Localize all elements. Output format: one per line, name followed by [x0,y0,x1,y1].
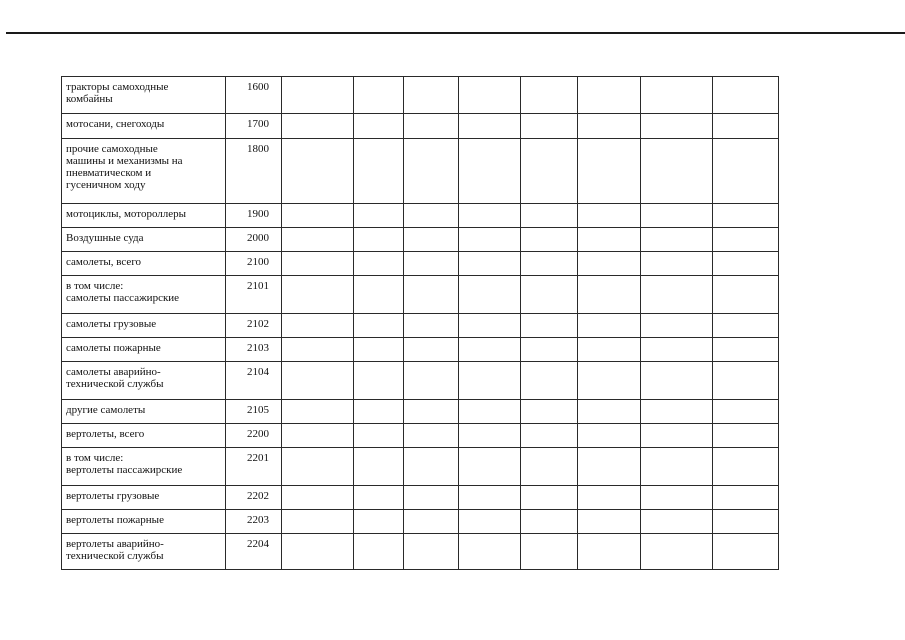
value-cell [521,448,578,486]
table-row [62,534,779,570]
row-name-cell: Воздушные суда [62,228,226,252]
value-cell [354,424,404,448]
value-cell [578,400,641,424]
value-cell [282,510,354,534]
table-row [62,77,779,114]
value-cell [282,448,354,486]
value-cell [578,252,641,276]
table-row [62,204,779,228]
value-cell [521,276,578,314]
value-cell [521,204,578,228]
value-cell [404,252,459,276]
value-cell [578,314,641,338]
value-cell [713,362,779,400]
value-cell [404,486,459,510]
value-cell [521,252,578,276]
value-cell [641,448,713,486]
value-cell [641,139,713,204]
value-cell [459,424,521,448]
value-cell [641,114,713,139]
value-cell [354,362,404,400]
value-cell [713,510,779,534]
value-cell [713,228,779,252]
value-cell [641,400,713,424]
value-cell [578,424,641,448]
row-code-cell: 2204 [226,534,282,570]
row-code-cell: 2105 [226,400,282,424]
value-cell [713,276,779,314]
row-name-cell: прочие самоходные машины и механизмы на пневматическом и гусеничном ходу [62,139,226,204]
row-name-cell: мотосани, снегоходы [62,114,226,139]
value-cell [713,400,779,424]
value-cell [641,77,713,114]
value-cell [282,400,354,424]
value-cell [521,139,578,204]
value-cell [282,276,354,314]
value-cell [459,486,521,510]
row-code-cell: 2000 [226,228,282,252]
row-code-cell: 2102 [226,314,282,338]
row-code-cell: 1700 [226,114,282,139]
row-name-cell: вертолеты, всего [62,424,226,448]
header-rule [6,32,905,34]
value-cell [354,400,404,424]
value-cell [578,204,641,228]
value-cell [713,204,779,228]
value-cell [459,362,521,400]
row-name-cell: вертолеты пожарные [62,510,226,534]
value-cell [459,276,521,314]
value-cell [282,314,354,338]
value-cell [713,252,779,276]
value-cell [459,252,521,276]
value-cell [404,534,459,570]
value-cell [521,486,578,510]
value-cell [354,448,404,486]
table-row [62,486,779,510]
value-cell [578,338,641,362]
value-cell [713,77,779,114]
table-body [62,77,779,570]
value-cell [459,228,521,252]
value-cell [404,424,459,448]
value-cell [404,114,459,139]
value-cell [459,400,521,424]
value-cell [713,314,779,338]
row-name-cell: тракторы самоходные комбайны [62,77,226,114]
vehicle-form-table [61,76,779,570]
value-cell [459,77,521,114]
value-cell [578,510,641,534]
value-cell [282,228,354,252]
row-code-cell: 1800 [226,139,282,204]
table-row [62,139,779,204]
value-cell [641,276,713,314]
value-cell [578,114,641,139]
value-cell [641,252,713,276]
value-cell [282,114,354,139]
value-cell [521,534,578,570]
value-cell [282,534,354,570]
value-cell [521,228,578,252]
value-cell [641,314,713,338]
value-cell [641,510,713,534]
value-cell [282,139,354,204]
value-cell [404,338,459,362]
value-cell [404,314,459,338]
value-cell [282,362,354,400]
value-cell [521,338,578,362]
table-row [62,362,779,400]
table-row [62,400,779,424]
value-cell [282,338,354,362]
value-cell [578,139,641,204]
value-cell [404,276,459,314]
table-row [62,448,779,486]
value-cell [404,228,459,252]
row-code-cell: 2201 [226,448,282,486]
value-cell [354,139,404,204]
value-cell [578,228,641,252]
value-cell [521,400,578,424]
value-cell [354,204,404,228]
row-code-cell: 2103 [226,338,282,362]
value-cell [713,448,779,486]
value-cell [459,338,521,362]
value-cell [404,448,459,486]
row-code-cell: 2100 [226,252,282,276]
value-cell [459,448,521,486]
value-cell [641,424,713,448]
value-cell [282,486,354,510]
value-cell [354,486,404,510]
value-cell [578,486,641,510]
value-cell [521,314,578,338]
value-cell [404,204,459,228]
table-row [62,276,779,314]
row-name-cell: вертолеты аварийно- технической службы [62,534,226,570]
value-cell [713,114,779,139]
row-code-cell: 1600 [226,77,282,114]
value-cell [282,252,354,276]
value-cell [354,510,404,534]
value-cell [578,77,641,114]
row-code-cell: 2202 [226,486,282,510]
value-cell [354,252,404,276]
row-code-cell: 2200 [226,424,282,448]
value-cell [404,510,459,534]
value-cell [521,510,578,534]
value-cell [521,362,578,400]
row-name-cell: в том числе: вертолеты пассажирские [62,448,226,486]
table-row [62,252,779,276]
row-name-cell: другие самолеты [62,400,226,424]
value-cell [459,204,521,228]
value-cell [578,362,641,400]
value-cell [459,534,521,570]
value-cell [354,114,404,139]
value-cell [641,362,713,400]
table-row [62,314,779,338]
value-cell [354,314,404,338]
table-row [62,510,779,534]
value-cell [404,77,459,114]
value-cell [641,486,713,510]
value-cell [521,424,578,448]
value-cell [578,534,641,570]
value-cell [459,114,521,139]
value-cell [354,77,404,114]
row-code-cell: 2104 [226,362,282,400]
value-cell [578,276,641,314]
value-cell [641,204,713,228]
value-cell [404,400,459,424]
value-cell [641,534,713,570]
value-cell [354,228,404,252]
row-code-cell: 1900 [226,204,282,228]
value-cell [713,424,779,448]
row-name-cell: самолеты пожарные [62,338,226,362]
value-cell [521,114,578,139]
table-row [62,338,779,362]
value-cell [459,314,521,338]
value-cell [282,424,354,448]
value-cell [354,338,404,362]
value-cell [641,228,713,252]
row-name-cell: самолеты, всего [62,252,226,276]
value-cell [404,139,459,204]
value-cell [713,534,779,570]
value-cell [282,204,354,228]
row-name-cell: вертолеты грузовые [62,486,226,510]
row-name-cell: в том числе: самолеты пассажирские [62,276,226,314]
row-name-cell: самолеты аварийно- технической службы [62,362,226,400]
value-cell [521,77,578,114]
table-row [62,228,779,252]
value-cell [354,276,404,314]
value-cell [354,534,404,570]
value-cell [459,139,521,204]
table-row [62,114,779,139]
value-cell [713,139,779,204]
row-code-cell: 2203 [226,510,282,534]
value-cell [578,448,641,486]
row-name-cell: самолеты грузовые [62,314,226,338]
value-cell [713,486,779,510]
row-code-cell: 2101 [226,276,282,314]
value-cell [713,338,779,362]
value-cell [404,362,459,400]
value-cell [282,77,354,114]
value-cell [641,338,713,362]
value-cell [459,510,521,534]
row-name-cell: мотоциклы, мотороллеры [62,204,226,228]
table-row [62,424,779,448]
